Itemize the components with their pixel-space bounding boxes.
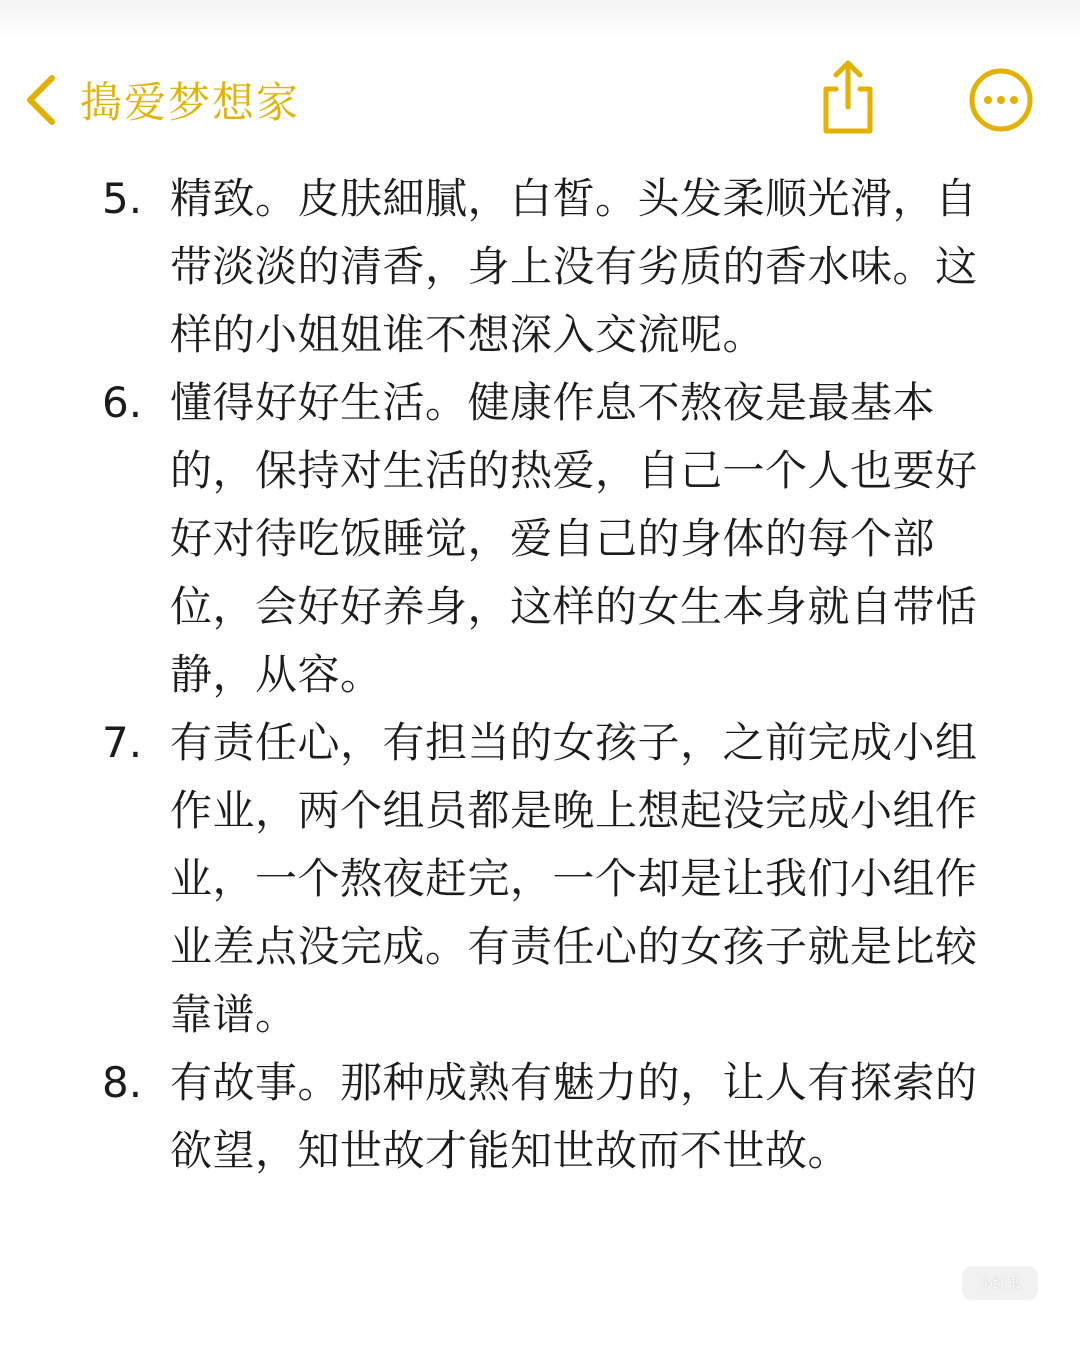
list-item-text: 有故事。那种成熟有魅力的，让人有探索的欲望，知世故才能知世故而不世故。 xyxy=(170,1058,978,1175)
list-item xyxy=(0,709,1080,1049)
list-item-number: 7. xyxy=(102,718,143,767)
share-button[interactable] xyxy=(812,55,884,139)
list-item-number: 8. xyxy=(102,1058,143,1107)
list-item-number: 5. xyxy=(102,174,143,223)
more-button[interactable] xyxy=(966,65,1036,135)
list-item xyxy=(0,369,1080,709)
share-icon xyxy=(812,55,884,139)
nav-bar xyxy=(0,55,1080,145)
list-item-text: 精致。皮肤細膩，白皙。头发柔顺光滑，自带淡淡的清香，身上没有劣质的香水味。这样的小姐姐谁不想深入交流呢。 xyxy=(170,174,978,359)
back-label: 搗爱梦想家 xyxy=(80,78,301,127)
list-item-text: 懂得好好生活。健康作息不熬夜是最基本的，保持对生活的热爱，自己一个人也要好好对待吃饭睡觉，爱自己的身体的每个部位，会好好养身，这样的女生本身就自带恬静，从容。 xyxy=(170,378,978,699)
top-fade xyxy=(0,0,1080,40)
note-body xyxy=(0,165,1080,1185)
chevron-left-icon xyxy=(20,72,60,128)
list-item xyxy=(0,1049,1080,1185)
list-item xyxy=(0,165,1080,369)
list-item-number: 6. xyxy=(102,378,143,427)
list-item-text: 有责任心，有担当的女孩子，之前完成小组作业，两个组员都是晚上想起没完成小组作业，一个熬夜赶完，一个却是让我们小组作业差点没完成。有责任心的女孩子就是比较靠谱。 xyxy=(170,718,978,1039)
more-ellipsis-icon xyxy=(966,65,1036,135)
back-button[interactable] xyxy=(20,61,300,139)
watermark-logo: 小红书 xyxy=(962,1266,1038,1300)
